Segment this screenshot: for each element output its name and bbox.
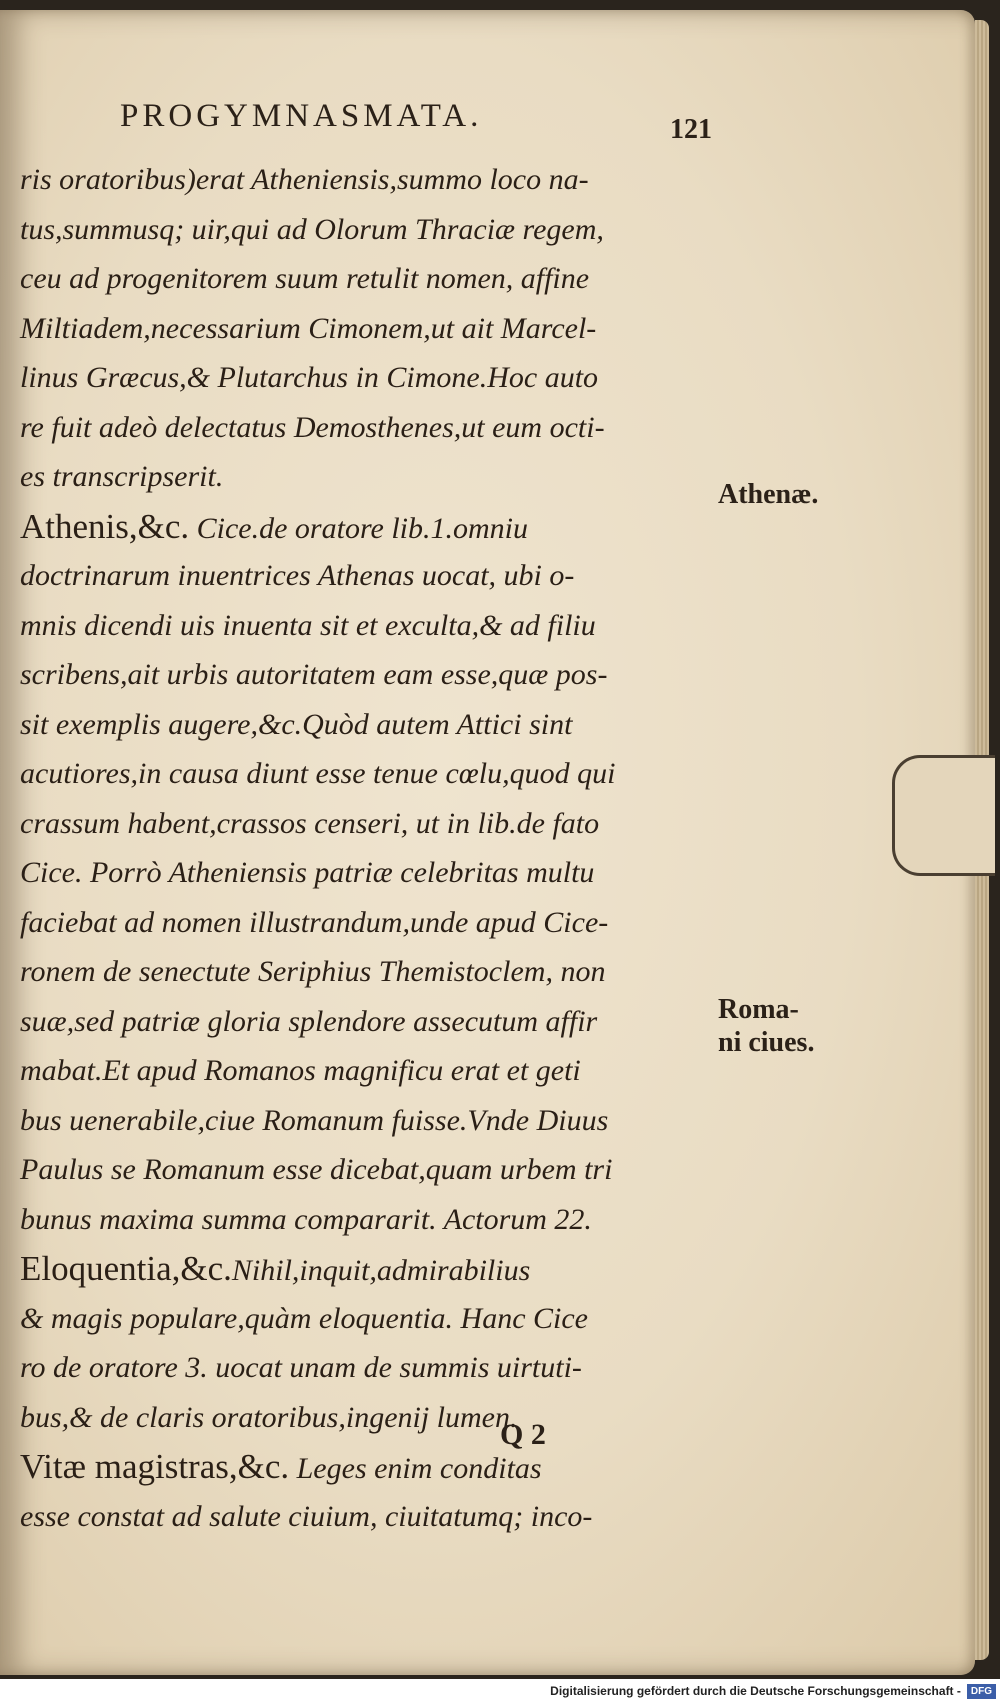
line-text: acutiores,in causa diunt esse tenue cœlu,quod qui [20,757,616,790]
clasp-tab [892,755,995,876]
line-text: Leges enim conditas [289,1452,542,1485]
line-text: Cice. Porrò Atheniensis patriæ celebritas multu [20,856,595,889]
line-text: & magis populare,quàm eloquentia. Hanc Cice [20,1301,588,1335]
text-line [20,1492,720,1542]
margin-note-romani-1: Roma- [718,994,799,1025]
text-line [20,799,720,849]
text-line [20,304,720,354]
line-text: bunus maxima summa compararit. Actorum 22. [20,1202,592,1236]
line-text: bus uenerabile,ciue Romanum fuisse.Vnde Diuus [20,1103,609,1137]
line-text: Nihil,inquit,admirabilius [231,1254,531,1287]
text-line [20,403,720,453]
text-line [20,551,720,601]
text-line [20,502,720,552]
text-line [20,1244,720,1294]
footer-credit: Digitalisierung gefördert durch die Deutsche Forschungsgemeinschaft - [550,1684,961,1698]
footer-bar [0,1679,1000,1703]
line-text: Miltiadem,necessarium Cimonem,ut ait Marcel- [20,311,597,345]
line-text: doctrinarum inuentrices Athenas uocat, ubi o- [20,559,575,592]
text-line [20,1343,720,1393]
line-text: sit exemplis augere,&c.Quòd autem Attici sint [20,707,573,741]
lemma: Eloquentia,&c. [20,1249,232,1288]
text-line [20,947,720,997]
text-line [20,1145,720,1195]
text-line [20,1393,720,1443]
text-line [20,997,720,1047]
line-text: es transcripserit. [20,460,224,493]
text-line [20,1046,720,1096]
line-text: scribens,ait urbis autoritatem eam esse,quæ pos- [20,658,608,691]
text-line [20,155,720,205]
body-text [20,155,720,1541]
text-line [20,452,720,502]
text-line [20,898,720,948]
text-line [20,205,720,255]
line-text: Paulus se Romanum esse dicebat,quam urbem tri [20,1153,613,1186]
line-text: bus,& de claris oratoribus,ingenij lumen. [20,1400,518,1434]
text-line [20,700,720,750]
text-line [20,650,720,700]
line-text: ronem de senectute Seriphius Themistoclem, non [20,955,606,988]
text-line [20,1294,720,1344]
text-line [20,353,720,403]
text-line [20,1195,720,1245]
line-text: crassum habent,crassos censeri, ut in lib.de fato [20,806,600,840]
line-text: suæ,sed patriæ gloria splendore assecutum affir [20,1004,598,1038]
margin-note-romani-2: ni ciues. [718,1027,815,1058]
line-text: ro de oratore 3. uocat unam de summis uirtuti- [20,1351,582,1384]
margin-note-athenae: Athenæ. [718,479,819,510]
running-title: PROGYMNASMATA. [120,98,483,134]
line-text: mabat.Et apud Romanos magnificu erat et geti [20,1054,581,1087]
folio-number: 121 [670,114,712,145]
text-line [20,848,720,898]
line-text: faciebat ad nomen illustrandum,unde apud Cice- [20,905,609,939]
line-text: tus,summusq; uir,qui ad Olorum Thraciæ regem, [20,212,604,246]
line-text: re fuit adeò delectatus Demosthenes,ut eum octi- [20,410,605,444]
line-text: ceu ad progenitorem suum retulit nomen, affine [20,262,590,295]
dfg-logo: DFG [967,1684,996,1699]
text-line [20,601,720,651]
lemma: Vitæ magistras,&c. [20,1447,290,1486]
lemma: Athenis,&c. [20,506,190,546]
signature-mark: Q 2 [500,1418,546,1451]
line-text: mnis dicendi uis inuenta sit et exculta,& ad filiu [20,608,596,642]
text-line [20,254,720,304]
text-line [20,1442,720,1492]
line-text: linus Græcus,& Plutarchus in Cimone.Hoc auto [20,361,599,394]
text-line [20,1096,720,1146]
text-line [20,749,720,799]
line-text: esse constat ad salute ciuium, ciuitatumq; inco- [20,1499,593,1533]
line-text: ris oratoribus)erat Atheniensis,summo loco na- [20,163,589,196]
line-text: Cice.de oratore lib.1.omniu [189,511,528,545]
